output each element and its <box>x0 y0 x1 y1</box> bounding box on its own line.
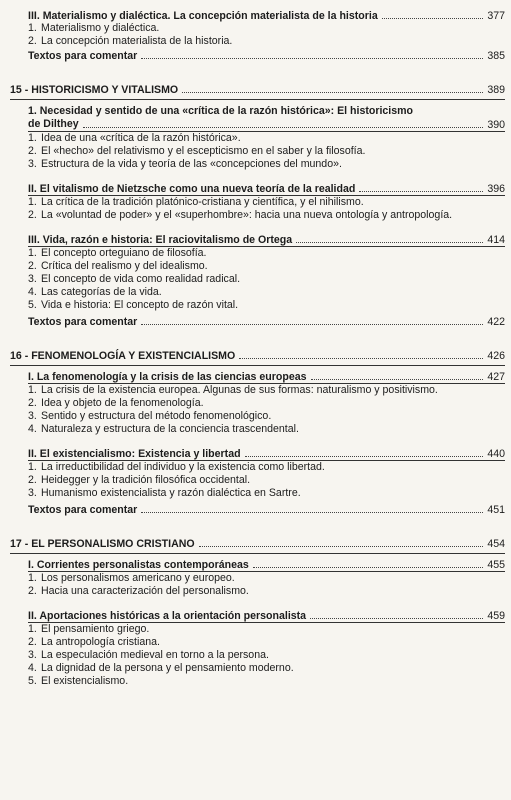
section-title: I. Corrientes personalistas contemporáneas <box>28 559 249 571</box>
page-number: 390 <box>487 119 505 131</box>
dot-leader <box>141 57 483 59</box>
list-item: 4. Naturaleza y estructura de la conciencia trascendental. <box>28 423 299 435</box>
list-item: 1. La crisis de la existencia europea. Algunas de sus formas: naturalismo y positivismo. <box>28 384 438 396</box>
section-heading <box>28 448 505 461</box>
item-list <box>28 22 505 48</box>
item-list <box>28 461 505 500</box>
list-item: 1. Los personalismos americano y europeo. <box>28 572 235 584</box>
dot-leader <box>83 126 484 128</box>
item-list <box>28 572 505 598</box>
page-number: 451 <box>487 504 505 516</box>
section-title: III. Vida, razón e historia: El raciovitalismo de Ortega <box>28 234 293 246</box>
page-number: 422 <box>487 316 505 328</box>
list-item: 1. La crítica de la tradición platónico-cristiana y científica, y el nihilismo. <box>28 196 364 208</box>
section <box>28 10 505 48</box>
list-item: 2. La antropología cristiana. <box>28 636 160 648</box>
texts-label: Textos para comentar <box>28 316 138 328</box>
section-title: III. Materialismo y dialéctica. La concepción materialista de la historia <box>28 10 378 22</box>
chapter-heading <box>10 84 505 100</box>
list-item: 3. Estructura de la vida y teoría de las «concepciones del mundo». <box>28 158 342 170</box>
texts-to-comment <box>28 316 505 328</box>
list-item: 2. El «hecho» del relativismo y el escepticismo en el saber y la filosofía. <box>28 145 366 157</box>
chapter-14-tail <box>10 10 505 62</box>
dot-leader <box>310 617 483 619</box>
texts-label: Textos para comentar <box>28 50 138 62</box>
chapter-heading <box>10 538 505 554</box>
page-number: 389 <box>487 84 505 96</box>
dot-leader <box>141 323 483 325</box>
chapter-15 <box>10 84 505 328</box>
dot-leader <box>311 378 484 380</box>
list-item: 3. El concepto de vida como realidad radical. <box>28 273 241 285</box>
list-item: 3. La especulación medieval en torno a la persona. <box>28 649 269 661</box>
dot-leader <box>245 455 484 457</box>
dot-leader <box>239 357 483 359</box>
chapter-title: 15 - HISTORICISMO Y VITALISMO <box>10 84 179 96</box>
dot-leader <box>359 190 483 192</box>
dot-leader <box>182 91 483 93</box>
page-number: 414 <box>487 234 505 246</box>
item-list <box>28 196 505 222</box>
list-item: 1. Materialismo y dialéctica. <box>28 22 160 34</box>
page-number: 385 <box>487 50 505 62</box>
item-list <box>28 132 505 171</box>
section-heading <box>28 371 505 384</box>
item-list <box>28 247 505 312</box>
table-of-contents <box>10 10 505 704</box>
chapter-title: 16 - FENOMENOLOGÍA Y EXISTENCIALISMO <box>10 350 236 362</box>
list-item: 4. La dignidad de la persona y el pensamiento moderno. <box>28 662 294 674</box>
list-item: 2. La concepción materialista de la historia. <box>28 35 233 47</box>
section-heading <box>28 610 505 623</box>
dot-leader <box>296 241 483 243</box>
list-item: 1. El concepto orteguiano de filosofía. <box>28 247 207 259</box>
section <box>28 371 505 436</box>
page-number: 440 <box>487 448 505 460</box>
section <box>28 559 505 598</box>
page-number: 427 <box>487 371 505 383</box>
list-item: 5. Vida e historia: El concepto de razón vital. <box>28 299 239 311</box>
list-item: 1. La irreductibilidad del individuo y la existencia como libertad. <box>28 461 325 473</box>
list-item: 4. Las categorías de la vida. <box>28 286 162 298</box>
page-number: 454 <box>487 538 505 550</box>
texts-to-comment <box>28 504 505 516</box>
dot-leader <box>199 545 484 547</box>
list-item: 1. Idea de una «crítica de la razón histórica». <box>28 132 241 144</box>
section-heading <box>28 10 505 22</box>
list-item: 2. Heidegger y la tradición filosófica occidental. <box>28 474 251 486</box>
chapter-17 <box>10 538 505 688</box>
chapter-16 <box>10 350 505 516</box>
list-item: 1. El pensamiento griego. <box>28 623 150 635</box>
section-title: II. Aportaciones históricas a la orientación personalista <box>28 610 307 622</box>
section-title: II. El vitalismo de Nietzsche como una nueva teoría de la realidad <box>28 183 356 195</box>
section <box>28 448 505 500</box>
section-heading <box>28 559 505 572</box>
section-title: I. La fenomenología y la crisis de las ciencias europeas <box>28 371 307 383</box>
dot-leader <box>141 511 483 513</box>
list-item: 2. Hacia una caracterización del personalismo. <box>28 585 249 597</box>
dot-leader <box>253 566 484 568</box>
list-item: 5. El existencialismo. <box>28 675 129 687</box>
page-number: 459 <box>487 610 505 622</box>
list-item: 2. Idea y objeto de la fenomenología. <box>28 397 204 409</box>
section-heading <box>28 105 505 132</box>
dot-leader <box>382 17 484 19</box>
page-number: 426 <box>487 350 505 362</box>
list-item: 3. Humanismo existencialista y razón dialéctica en Sartre. <box>28 487 301 499</box>
texts-label: Textos para comentar <box>28 504 138 516</box>
page-number: 396 <box>487 183 505 195</box>
list-item: 3. Sentido y estructura del método fenomenológico. <box>28 410 272 422</box>
texts-to-comment <box>28 50 505 62</box>
section <box>28 105 505 171</box>
section <box>28 234 505 312</box>
section-heading <box>28 183 505 196</box>
chapter-heading <box>10 350 505 366</box>
section-title: II. El existencialismo: Existencia y libertad <box>28 448 241 460</box>
item-list <box>28 623 505 688</box>
section <box>28 610 505 688</box>
section-title-cont: de Dilthey 390 <box>28 118 505 131</box>
section-heading <box>28 234 505 247</box>
page-number: 377 <box>487 10 505 22</box>
page-number: 455 <box>487 559 505 571</box>
section-title: 1. Necesidad y sentido de una «crítica de la razón histórica»: El historicismo <box>28 105 414 117</box>
list-item: 2. La «voluntad de poder» y el «superhombre»: hacia una nueva ontología y antropología. <box>28 209 453 221</box>
section <box>28 183 505 222</box>
item-list <box>28 384 505 436</box>
list-item: 2. Crítica del realismo y del idealismo. <box>28 260 208 272</box>
chapter-title: 17 - EL PERSONALISMO CRISTIANO <box>10 538 195 550</box>
